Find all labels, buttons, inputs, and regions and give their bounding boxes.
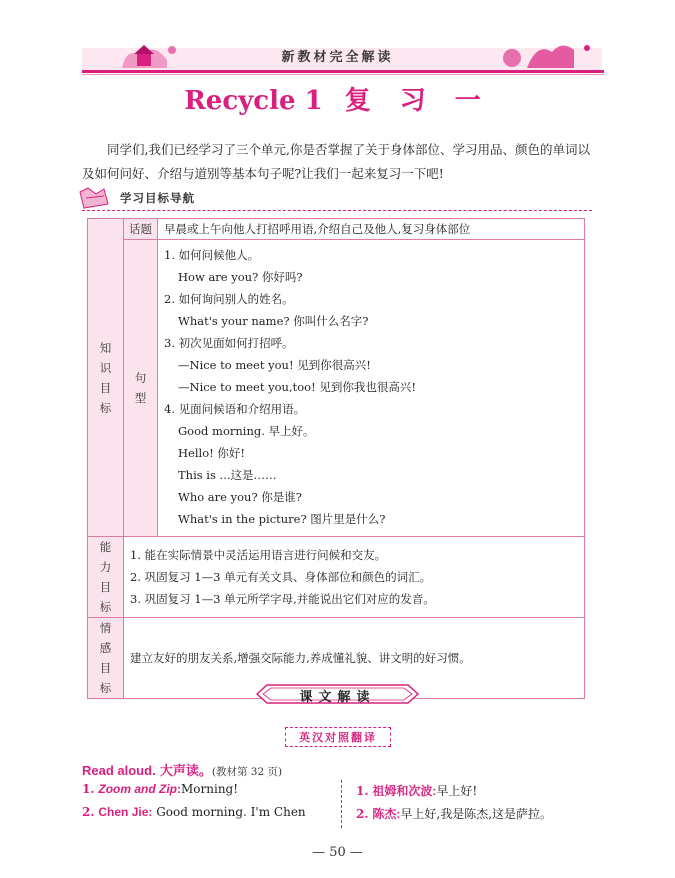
sentence-line: What's in the picture? 图片里是什么? [178,512,386,526]
read-aloud-cn: 大声读。 [159,764,212,779]
emotion-label: 情感目标 [88,618,124,699]
read-aloud-heading [82,760,282,779]
sentence-line: 3. 初次见面如何打招呼。 [164,336,294,350]
ability-line: 2. 巩固复习 1—3 单元有关文具、身体部位和颜色的词汇。 [130,570,432,584]
ability-row [88,537,585,618]
speaker-name: 陈杰 [372,807,397,821]
goals-table [87,218,585,699]
topic-text: 早晨或上午向他人打招呼用语,介绍自己及他人,复习身体部位 [158,219,585,240]
sentence-line: —Nice to meet you,too! 见到你我也很高兴! [178,380,416,394]
sentence-line: What's your name? 你叫什么名字? [178,314,369,328]
sentence-line: Good morning. 早上好。 [178,424,315,438]
dialogue-text: 早上好! [436,784,478,798]
topic-label: 话题 [124,219,158,240]
sentence-list [158,240,585,537]
column-divider [341,780,342,828]
dialogue-line-en: 2. Chen Jie: Good morning. I'm Chen [82,805,306,819]
dialogue-text: Good morning. I'm Chen [156,805,306,819]
ability-label: 能力目标 [88,537,124,618]
dialogue-text: Morning! [181,782,239,796]
ability-line: 3. 巩固复习 1—3 单元所学字母,并能说出它们对应的发音。 [130,592,435,606]
title-english: Recycle 1 [184,86,323,116]
page-number: — 50 — [312,845,363,860]
header-rule-thin [82,74,604,75]
sentence-line: 2. 如何询问别人的姓名。 [164,292,294,306]
goal-nav-rule [82,210,592,212]
intro-paragraph: 同学们,我们已经学习了三个单元,你是否掌握了关于身体部位、学习用品、颜色的单词以及如何问好、介绍与道别等基本句子呢?让我们一起来复习一下吧! [82,142,590,181]
sentence-line: Who are you? 你是谁? [178,490,302,504]
sentence-line: 4. 见面问候语和介绍用语。 [164,402,306,416]
sentence-line: Hello! 你好! [178,446,246,460]
speaker-name: 祖姆和次波 [372,784,433,798]
speaker-name: Zoom and Zip [98,782,178,796]
dialogue-line-en: 1. Zoom and Zip:Morning! [82,782,239,796]
sentence-row [88,240,585,537]
dialogue-text: 早上好,我是陈杰,这是萨拉。 [400,807,553,821]
read-aloud-en: Read aloud. [82,763,156,778]
book-title: 新教材完全解读 [281,50,394,65]
speaker-name: Chen Jie [98,805,149,819]
sentence-line: How are you? 你好吗? [178,270,303,284]
ability-list [124,537,585,618]
emotion-text: 建立友好的朋友关系,增强交际能力,养成懂礼貌、讲文明的好习惯。 [124,618,585,699]
page-title [0,80,675,117]
sentence-line: This is ...这是…… [178,468,277,482]
sentence-line: 1. 如何问候他人。 [164,248,260,262]
ability-line: 1. 能在实际情景中灵活运用语言进行问候和交友。 [130,548,387,562]
dialogue-line-cn: 1. 祖姆和次波:早上好! [356,784,478,798]
section-title: 课文解读 [299,690,376,705]
subtitle: 英汉对照翻译 [299,731,377,744]
title-chinese: 复 习 一 [344,86,491,116]
sentence-line: —Nice to meet you! 见到你很高兴! [178,358,371,372]
header-rule [82,70,604,73]
dialogue-line-cn: 2. 陈杰:早上好,我是陈杰,这是萨拉。 [356,807,553,821]
goal-nav-label: 学习目标导航 [120,191,195,205]
topic-row [88,219,585,240]
sentence-label: 句型 [124,240,158,537]
source-note: (教材第 32 页) [211,766,283,778]
knowledge-label: 知识目标 [88,219,124,537]
